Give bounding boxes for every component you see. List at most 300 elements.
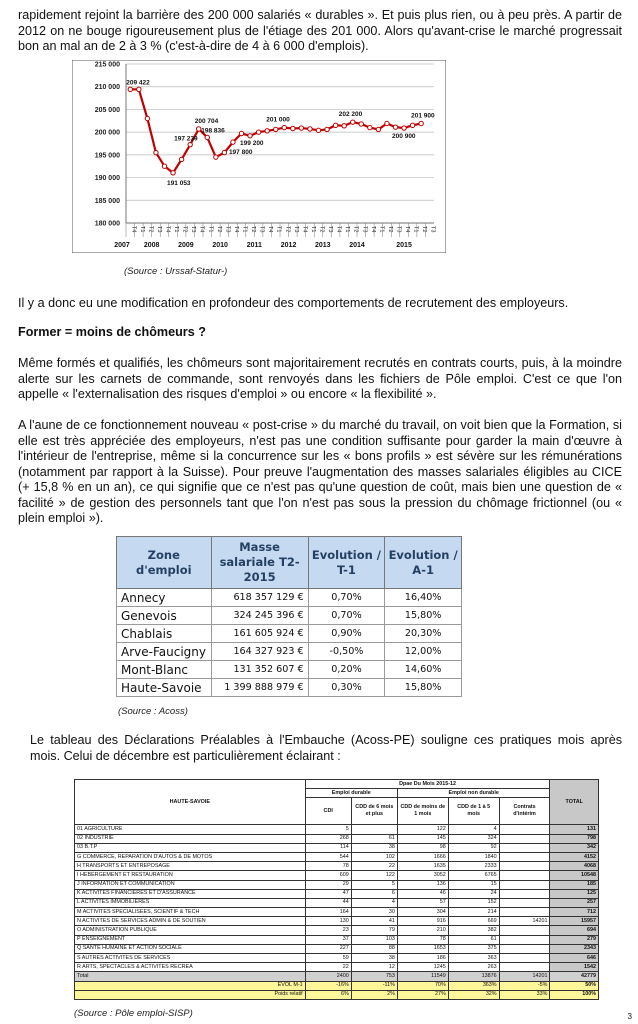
dpae-total-cell: 694 <box>550 926 599 935</box>
data-point <box>351 120 355 124</box>
mass-header-evol-a1: Evolution / A-1 <box>385 537 462 589</box>
dpae-col-interim: Contrats d'intérim <box>499 798 550 825</box>
mass-row <box>117 679 462 697</box>
dpae-value-cell: 382 <box>448 926 499 935</box>
year-label: 2009 <box>178 242 194 249</box>
mass-cell-evol-t1: 0,30% <box>308 679 385 697</box>
y-tick-label: 195 000 <box>94 152 120 160</box>
dpae-value-cell: 41 <box>351 917 397 926</box>
dpae-value-cell: 114 <box>305 843 351 852</box>
quarter-label: T2 <box>318 226 325 233</box>
dpae-sector-label: Q SANTE HUMAINE ET ACTION SOCIALE <box>75 944 306 953</box>
dpae-value-cell: 263 <box>448 963 499 972</box>
mass-cell-masse: 131 352 607 € <box>211 661 308 679</box>
intro-paragraph: rapidement rejoint la barrière des 200 000 salariés « durables ». Et puis plus rien, ou à peu près. A partir de 2012 on ne bouge rigoureusement plus de l'étiage des 201 000. Alors qu'avant-crise le marché progressait bon an mal an de 2 à 3 % (c'est-à-dire de 4 à 6 000 d'emplois). <box>18 8 622 53</box>
dpae-value-cell: 304 <box>397 908 448 917</box>
dpae-value-cell: 33% <box>499 990 550 999</box>
dpae-col-cdd6: CDD de 6 mois et plus <box>351 798 397 825</box>
dpae-value-cell <box>499 954 550 963</box>
dpae-value-cell: 38 <box>351 843 397 852</box>
data-label: 197 800 <box>228 149 253 157</box>
y-tick-label: 185 000 <box>94 197 120 205</box>
mass-cell-evol-t1: 0,70% <box>308 607 385 625</box>
dpae-total-cell: 712 <box>550 908 599 917</box>
dpae-row <box>75 981 599 990</box>
dpae-group-non-durable: Emploi non durable <box>397 789 550 798</box>
dpae-row <box>75 898 599 907</box>
dpae-value-cell: 122 <box>397 825 448 834</box>
data-point <box>256 130 260 134</box>
dpae-total-cell: 257 <box>550 898 599 907</box>
mass-header-masse: Masse salariale T2-2015 <box>211 537 308 589</box>
quarter-label: T4 <box>301 226 308 233</box>
quarter-label: T1 <box>173 226 180 233</box>
mass-salary-table <box>116 536 462 697</box>
quarter-label: T4 <box>232 226 239 233</box>
quarter-label: T1 <box>207 226 214 233</box>
dpae-row <box>75 963 599 972</box>
dpae-value-cell: 145 <box>397 834 448 843</box>
dpae-sector-label: Total <box>75 972 306 981</box>
dpae-value-cell <box>499 825 550 834</box>
dpae-col-cdd15: CDD de 1 à 5 mois <box>448 798 499 825</box>
dpae-row <box>75 889 599 898</box>
dpae-value-cell <box>499 852 550 861</box>
dpae-value-cell: 363 <box>448 954 499 963</box>
data-point <box>385 121 389 125</box>
quarter-label: T1 <box>412 226 419 233</box>
data-point <box>308 127 312 131</box>
data-point <box>368 125 372 129</box>
dpae-value-cell: -11% <box>351 981 397 990</box>
data-point <box>376 127 380 131</box>
dpae-value-cell: 92 <box>448 843 499 852</box>
dpae-sector-label: Poids relatif <box>75 990 306 999</box>
dpae-sector-label: 03 B.T.P <box>75 843 306 852</box>
dpae-value-cell: 24 <box>448 889 499 898</box>
mass-cell-evol-t1: 0,20% <box>308 661 385 679</box>
mass-row <box>117 607 462 625</box>
dpae-row <box>75 944 599 953</box>
dpae-value-cell: 375 <box>448 944 499 953</box>
dpae-total-cell: 185 <box>550 880 599 889</box>
year-label: 2013 <box>314 242 331 249</box>
dpae-sector-label: I HEBERGEMENT ET RESTAURATION <box>75 871 306 880</box>
data-point <box>128 87 132 91</box>
dpae-value-cell: 1635 <box>397 862 448 871</box>
dpae-value-cell: 14201 <box>499 917 550 926</box>
quarter-label: T2 <box>147 226 154 233</box>
dpae-value-cell: 103 <box>351 935 397 944</box>
dpae-value-cell: 214 <box>448 908 499 917</box>
dpae-sector-label: H TRANSPORTS ET ENTREPOSAGE <box>75 862 306 871</box>
data-point <box>205 135 209 139</box>
dpae-total-cell: 15957 <box>550 917 599 926</box>
year-label: 2011 <box>246 242 262 249</box>
dpae-value-cell: 29 <box>305 880 351 889</box>
mass-cell-evol-t1: 0,70% <box>308 589 385 607</box>
mass-cell-evol-t1: 0,90% <box>308 625 385 643</box>
dpae-sector-label: M ACTIVITES SPECIALISEES, SCIENTIF & TECH <box>75 908 306 917</box>
chart-source: (Source : Urssaf-Statur-) <box>124 266 228 277</box>
dpae-sector-label: EVOL M-1 <box>75 981 306 990</box>
dpae-col-cdd1: CDD de moins de 1 mois <box>397 798 448 825</box>
data-point <box>222 150 226 154</box>
quarter-label: T3 <box>155 226 162 233</box>
mass-cell-zone: Genevois <box>117 607 212 625</box>
dpae-value-cell: 2333 <box>448 862 499 871</box>
dpae-value-cell: 61 <box>448 935 499 944</box>
quarter-label: T4 <box>164 226 171 233</box>
mass-cell-masse: 161 605 924 € <box>211 625 308 643</box>
quarter-label: T2 <box>215 226 222 233</box>
dpae-value-cell: 268 <box>305 834 351 843</box>
quarter-label: T2 <box>421 226 428 233</box>
quarter-label: T4 <box>335 226 342 233</box>
dpae-table <box>74 779 599 1000</box>
dpae-value-cell: 23 <box>305 926 351 935</box>
dpae-value-cell: 102 <box>351 852 397 861</box>
dpae-row <box>75 972 599 981</box>
dpae-value-cell <box>499 843 550 852</box>
dpae-row <box>75 843 599 852</box>
quarter-label: T3 <box>292 226 299 233</box>
dpae-row <box>75 862 599 871</box>
mass-header-zone: Zone d'emploi <box>117 537 212 589</box>
data-point <box>402 126 406 130</box>
dpae-value-cell: 88 <box>351 944 397 953</box>
dpae-value-cell <box>499 871 550 880</box>
quarter-label: T3 <box>258 226 265 233</box>
dpae-value-cell: 61 <box>351 834 397 843</box>
data-label: 201 900 <box>411 112 435 120</box>
dpae-value-cell: 37 <box>305 935 351 944</box>
dpae-total-cell: 4068 <box>550 862 599 871</box>
dpae-value-cell: 5 <box>305 825 351 834</box>
y-tick-label: 205 000 <box>94 106 120 114</box>
mass-cell-masse: 618 357 129 € <box>211 589 308 607</box>
dpae-value-cell: 4 <box>351 898 397 907</box>
quarter-label: T2 <box>352 226 359 233</box>
dpae-value-cell <box>499 898 550 907</box>
dpae-sector-label: R ARTS, SPECTACLES & ACTIVITES RECREA <box>75 963 306 972</box>
dpae-total-cell: 279 <box>550 935 599 944</box>
dpae-title: Dpae Du Mois 2015-12 <box>305 780 550 789</box>
mass-cell-zone: Annecy <box>117 589 212 607</box>
mass-cell-evol-a1: 12,00% <box>385 643 462 661</box>
data-point <box>179 157 183 161</box>
mass-cell-evol-a1: 14,60% <box>385 661 462 679</box>
dpae-source: (Source : Pôle emploi-SISP) <box>74 1008 193 1019</box>
mass-cell-masse: 164 327 923 € <box>211 643 308 661</box>
dpae-value-cell: 1245 <box>397 963 448 972</box>
section-heading: Former = moins de chômeurs ? <box>18 325 206 339</box>
mass-header-evol-t1: Evolution / T-1 <box>308 537 385 589</box>
mass-row <box>117 643 462 661</box>
data-point <box>274 127 278 131</box>
data-point <box>419 121 423 125</box>
dpae-value-cell: 15 <box>448 880 499 889</box>
dpae-value-cell: 130 <box>305 917 351 926</box>
data-label: 200 704 <box>194 117 219 125</box>
dpae-value-cell: 6% <box>305 990 351 999</box>
data-point <box>265 129 269 133</box>
dpae-value-cell: 6765 <box>448 871 499 880</box>
dpae-total-header: TOTAL <box>550 780 599 825</box>
dpae-value-cell: 227 <box>305 944 351 953</box>
data-point <box>248 134 252 138</box>
dpae-value-cell <box>499 889 550 898</box>
dpae-value-cell: 78 <box>305 862 351 871</box>
quarter-label: T1 <box>138 226 145 233</box>
dpae-total-cell: 342 <box>550 843 599 852</box>
mass-cell-evol-a1: 15,80% <box>385 679 462 697</box>
data-point <box>299 126 303 130</box>
year-label: 2008 <box>143 242 160 249</box>
dpae-value-cell: 363% <box>448 981 499 990</box>
dpae-value-cell <box>499 880 550 889</box>
mass-cell-zone: Mont-Blanc <box>117 661 212 679</box>
y-tick-label: 190 000 <box>94 175 120 183</box>
dpae-sector-label: 01 AGRICULTURE <box>75 825 306 834</box>
dpae-value-cell: 46 <box>397 889 448 898</box>
paragraph-formation: A l'aune de ce fonctionnement nouveau « post-crise » du marché du travail, on voit bien que la Formation, si elle est très appréciée des employeurs, n'est pas une condition suffisante pour garder la main d'œuvre à l'intérieur de l'entreprise, même si la concurrence sur les « bons profils » est sévère sur les rémunérations (notamment par rapport à la Suisse). Pour preuve l'augmentation des masses salariales éligibles au CICE (+ 15,8 % en un an), ce qui signifie que ce n'est pas qu'une question de coût, mais bien une question de « facilité » de gestion des personnels tant que l'on n'est pas sous la pression du chômage frictionnel (ou « plein emploi »). <box>18 418 622 525</box>
mass-row <box>117 625 462 643</box>
mass-row <box>117 589 462 607</box>
data-point <box>154 150 158 154</box>
dpae-sector-label: P ENSEIGNEMENT <box>75 935 306 944</box>
quarter-label: T3 <box>395 226 402 233</box>
dpae-value-cell: 4 <box>448 825 499 834</box>
quarter-label: T3 <box>190 226 197 233</box>
mass-cell-zone: Haute-Savoie <box>117 679 212 697</box>
dpae-value-cell: 669 <box>448 917 499 926</box>
dpae-value-cell: 186 <box>397 954 448 963</box>
dpae-sector-label: S AUTRES ACTIVITES DE SERVICES <box>75 954 306 963</box>
data-point <box>333 123 337 127</box>
dpae-value-cell <box>499 963 550 972</box>
dpae-value-cell: 59 <box>305 954 351 963</box>
dpae-value-cell: 1666 <box>397 852 448 861</box>
data-point <box>137 87 141 91</box>
paragraph-dpae: Le tableau des Déclarations Préalables à l'Embauche (Acoss-PE) souligne ces pratiques mois après mois. Celui de décembre est particulièrement éclairant : <box>30 733 622 763</box>
year-label: 2012 <box>280 242 297 249</box>
dpae-row <box>75 825 599 834</box>
dpae-total-cell: 10548 <box>550 871 599 880</box>
y-tick-label: 210 000 <box>94 84 120 92</box>
data-point <box>162 164 166 168</box>
data-point <box>359 122 363 126</box>
mass-cell-evol-a1: 16,40% <box>385 589 462 607</box>
dpae-value-cell: 79 <box>351 926 397 935</box>
quarter-label: T4 <box>130 226 137 233</box>
mass-cell-zone: Arve-Faucigny <box>117 643 212 661</box>
y-tick-label: 215 000 <box>94 61 120 69</box>
dpae-row <box>75 871 599 880</box>
quarter-label: T4 <box>369 226 376 233</box>
data-label: 200 900 <box>392 133 416 141</box>
dpae-value-cell: 57 <box>397 898 448 907</box>
dpae-value-cell: 32% <box>448 990 499 999</box>
dpae-value-cell: 3052 <box>397 871 448 880</box>
data-point <box>231 140 235 144</box>
data-point <box>239 131 243 135</box>
dpae-row <box>75 990 599 999</box>
dpae-total-cell: 50% <box>550 981 599 990</box>
dpae-value-cell: 11549 <box>397 972 448 981</box>
dpae-value-cell: 122 <box>351 871 397 880</box>
dpae-value-cell <box>499 935 550 944</box>
dpae-total-cell: 798 <box>550 834 599 843</box>
dpae-value-cell: 27% <box>397 990 448 999</box>
mass-table-body <box>117 589 462 697</box>
quarter-label: T1 <box>241 226 248 233</box>
dpae-value-cell: 13876 <box>448 972 499 981</box>
quarter-label: T2 <box>284 226 291 233</box>
data-point <box>145 116 149 120</box>
mass-cell-masse: 1 399 888 979 € <box>211 679 308 697</box>
data-point <box>197 127 201 131</box>
dpae-sector-label: J INFORMATION ET COMMUNICATION <box>75 880 306 889</box>
dpae-value-cell: 22 <box>351 862 397 871</box>
dpae-value-cell: 544 <box>305 852 351 861</box>
dpae-sector-label: K ACTIVITES FINANCIERES ET D'ASSURANCE <box>75 889 306 898</box>
dpae-row <box>75 917 599 926</box>
dpae-value-cell: 609 <box>305 871 351 880</box>
dpae-sector-label: N ACTIVITES DE SERVICES ADMIN & DE SOUTIEN <box>75 917 306 926</box>
data-point <box>410 123 414 127</box>
data-point <box>188 142 192 146</box>
modification-paragraph: Il y a donc eu une modification en profondeur des comportements de recrutement des employeurs. <box>18 296 569 310</box>
dpae-row <box>75 908 599 917</box>
dpae-row <box>75 935 599 944</box>
dpae-value-cell: 324 <box>448 834 499 843</box>
quarter-label: T1 <box>344 226 351 233</box>
year-label: 2007 <box>114 242 130 249</box>
quarter-label: T3 <box>429 226 436 233</box>
data-point <box>282 125 286 129</box>
dpae-value-cell: 916 <box>397 917 448 926</box>
data-point <box>393 125 397 129</box>
dpae-value-cell <box>351 825 397 834</box>
data-point <box>214 155 218 159</box>
dpae-total-cell: 131 <box>550 825 599 834</box>
data-point <box>342 124 346 128</box>
dpae-row <box>75 926 599 935</box>
dpae-value-cell: 2400 <box>305 972 351 981</box>
mass-source: (Source : Acoss) <box>118 706 188 717</box>
chart-svg <box>72 60 446 253</box>
y-tick-label: 200 000 <box>94 129 120 137</box>
dpae-sector-label: O ADMINISTRATION PUBLIQUE <box>75 926 306 935</box>
employment-line-chart <box>72 60 446 253</box>
quarter-label: T3 <box>224 226 231 233</box>
dpae-value-cell: 98 <box>397 843 448 852</box>
data-label: 198 836 <box>201 127 225 135</box>
mass-row <box>117 661 462 679</box>
quarter-label: T2 <box>386 226 393 233</box>
dpae-sector-label: G COMMERCE, REPARATION D'AUTOS & DE MOTOS <box>75 852 306 861</box>
quarter-label: T4 <box>404 226 411 233</box>
dpae-value-cell: 38 <box>351 954 397 963</box>
dpae-value-cell: 6 <box>351 889 397 898</box>
dpae-value-cell: 1653 <box>397 944 448 953</box>
dpae-row <box>75 852 599 861</box>
dpae-value-cell: -5% <box>499 981 550 990</box>
quarter-label: T1 <box>378 226 385 233</box>
data-label: 209 422 <box>126 79 150 87</box>
data-point <box>171 171 175 175</box>
dpae-value-cell: 44 <box>305 898 351 907</box>
dpae-group-durable: Emploi durable <box>305 789 397 798</box>
dpae-value-cell <box>499 944 550 953</box>
dpae-value-cell: 12 <box>351 963 397 972</box>
dpae-row <box>75 954 599 963</box>
mass-cell-masse: 324 245 396 € <box>211 607 308 625</box>
quarter-label: T1 <box>309 226 316 233</box>
dpae-sector-label: L ACTIVITES IMMOBILIERES <box>75 898 306 907</box>
dpae-total-cell: 1542 <box>550 963 599 972</box>
dpae-total-cell: 4152 <box>550 852 599 861</box>
paragraph-chomeurs: Même formés et qualifiés, les chômeurs sont majoritairement recrutés en contrats courts, puis, à la moindre alerte sur les carnets de commande, sont renvoyés dans les fichiers de Pôle emploi. C'est ce que l'on appelle « l'externalisation des risques d'emploi » ou encore « la flexibilité ». <box>18 356 622 401</box>
dpae-col-cdi: CDI <box>305 798 351 825</box>
mass-cell-evol-a1: 15,80% <box>385 607 462 625</box>
data-point <box>291 126 295 130</box>
quarter-label: T3 <box>327 226 334 233</box>
year-label: 2014 <box>349 242 365 249</box>
data-label: 199 200 <box>240 139 264 147</box>
dpae-value-cell: 210 <box>397 926 448 935</box>
dpae-value-cell: 70% <box>397 981 448 990</box>
dpae-row <box>75 834 599 843</box>
dpae-total-cell: 646 <box>550 954 599 963</box>
dpae-value-cell: 2% <box>351 990 397 999</box>
dpae-value-cell <box>499 908 550 917</box>
mass-cell-zone: Chablais <box>117 625 212 643</box>
data-point <box>316 128 320 132</box>
dpae-value-cell: 47 <box>305 889 351 898</box>
dpae-value-cell <box>499 926 550 935</box>
dpae-value-cell <box>499 834 550 843</box>
dpae-table-body <box>75 825 599 1000</box>
page-number: 3 <box>627 1012 632 1021</box>
dpae-value-cell: 78 <box>397 935 448 944</box>
dpae-row <box>75 880 599 889</box>
dpae-value-cell: 30 <box>351 908 397 917</box>
data-point <box>325 127 329 131</box>
dpae-total-cell: 100% <box>550 990 599 999</box>
dpae-row-header: HAUTE-SAVOIE <box>75 780 306 825</box>
dpae-value-cell: 5 <box>351 880 397 889</box>
dpae-total-cell: 125 <box>550 889 599 898</box>
y-tick-label: 180 000 <box>94 220 120 228</box>
quarter-label: T3 <box>361 226 368 233</box>
quarter-label: T1 <box>275 226 282 233</box>
year-label: 2015 <box>396 242 412 249</box>
dpae-value-cell: 753 <box>351 972 397 981</box>
quarter-label: T4 <box>267 226 274 233</box>
data-label: 197 239 <box>174 135 198 143</box>
year-label: 2010 <box>212 242 228 249</box>
mass-cell-evol-t1: -0,50% <box>308 643 385 661</box>
data-label: 201 000 <box>266 116 290 124</box>
data-label: 202 200 <box>338 111 363 119</box>
dpae-sector-label: 02 INDUSTRIE <box>75 834 306 843</box>
quarter-label: T2 <box>250 226 257 233</box>
mass-cell-evol-a1: 20,30% <box>385 625 462 643</box>
dpae-value-cell: 136 <box>397 880 448 889</box>
dpae-value-cell: -16% <box>305 981 351 990</box>
